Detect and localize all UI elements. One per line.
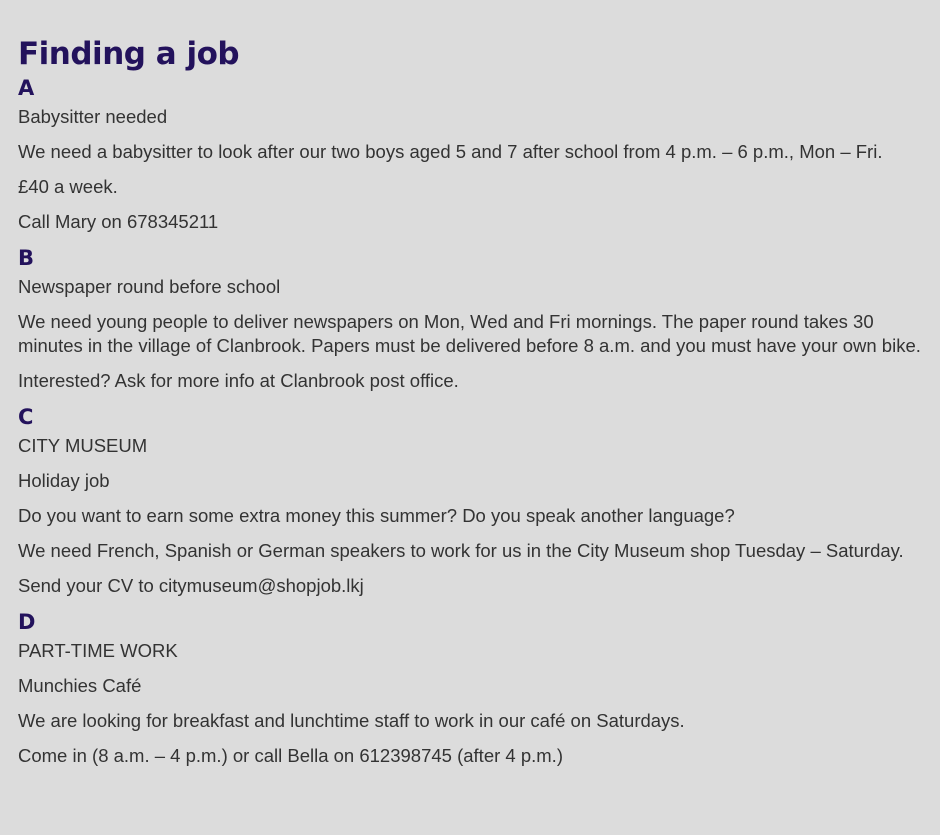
ad-heading: PART-TIME WORK [18,640,178,661]
ad-section-a [18,75,922,234]
ad-contact: Send your CV to citymuseum@shopjob.lkj [18,575,364,596]
ad-section-c [18,404,922,598]
ad-heading: Newspaper round before school [18,276,281,297]
section-letter: B [18,246,35,270]
ad-heading: Babysitter needed [18,106,168,127]
section-letter: C [18,405,34,429]
ad-paragraph: We need a babysitter to look after our two boys aged 5 and 7 after school from 4 p.m. – 6 p.m., Mon – Fri. [18,141,883,162]
ad-section-d [18,609,922,768]
ad-heading: CITY MUSEUM [18,435,148,456]
section-letter: D [18,610,36,634]
ad-paragraph: We need young people to deliver newspapers on Mon, Wed and Fri mornings. The paper round takes 30 minutes in the village of Clanbrook. Papers must be delivered before 8 a.m. and you must have your own bike. [18,311,921,356]
ad-subheading: Munchies Café [18,675,142,696]
page-title: Finding a job [18,36,240,72]
section-letter: A [18,76,35,100]
ad-paragraph: We need French, Spanish or German speakers to work for us in the City Museum shop Tuesday – Saturday. [18,540,904,561]
ad-contact: Call Mary on 678345211 [18,211,219,232]
ad-contact: Interested? Ask for more info at Clanbrook post office. [18,370,459,391]
ad-paragraph: £40 a week. [18,176,118,197]
ad-contact: Come in (8 a.m. – 4 p.m.) or call Bella on 612398745 (after 4 p.m.) [18,745,563,766]
ad-subheading: Holiday job [18,470,110,491]
ad-section-b [18,245,922,393]
ad-paragraph: We are looking for breakfast and lunchtime staff to work in our café on Saturdays. [18,710,685,731]
ad-paragraph: Do you want to earn some extra money this summer? Do you speak another language? [18,505,735,526]
